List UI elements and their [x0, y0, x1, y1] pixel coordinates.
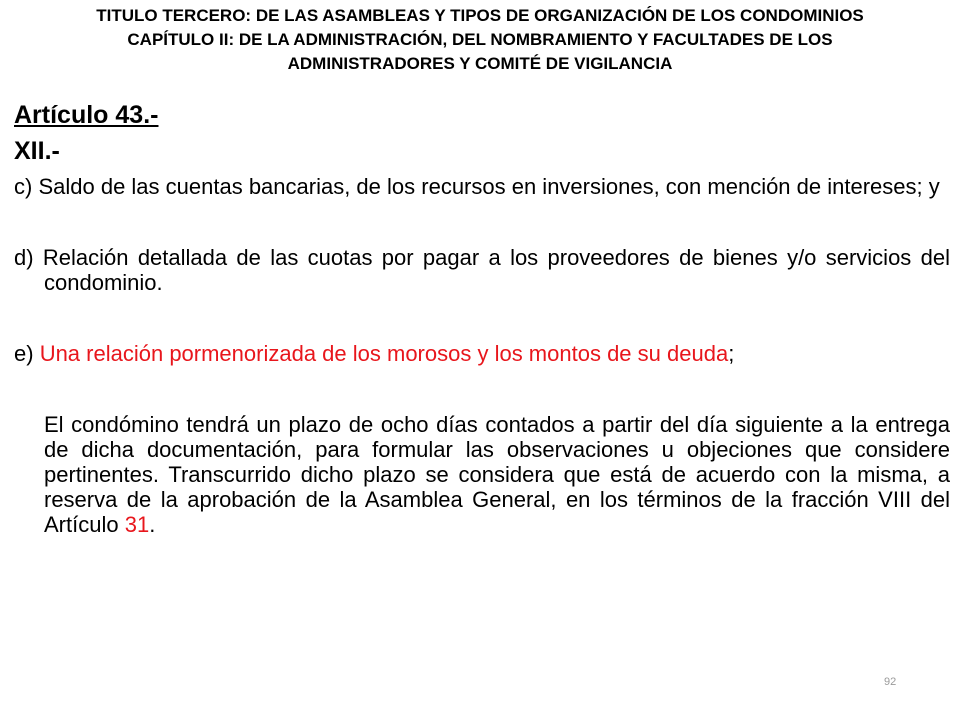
header-line-2: CAPÍTULO II: DE LA ADMINISTRACIÓN, DEL NOMBRAMIENTO Y FACULTADES DE LOS [127, 30, 833, 49]
item-c-text: Saldo de las cuentas bancarias, de los recursos en inversiones, con mención de intereses; y [38, 174, 940, 199]
page-number: 92 [884, 676, 897, 688]
item-d [14, 245, 950, 295]
item-d-marker: d) [14, 245, 34, 270]
paragraph-end: . [149, 512, 156, 537]
slide-content [14, 100, 950, 537]
closing-paragraph [14, 412, 950, 537]
item-c [14, 174, 950, 199]
item-e-marker: e) [14, 341, 34, 366]
paragraph-text: El condómino tendrá un plazo de ocho días contados a partir del día siguiente a la entrega de dicha documentación, para formular las observaciones u objeciones que considere pertinentes. Transcurrido dicho plazo se considera que está de acuerdo con la misma, a reserva de la aprobación de la Asamblea General, en los términos de la fracción VIII del Artículo [44, 412, 950, 537]
fraction-number: XII.- [14, 137, 60, 165]
header-line-3: ADMINISTRADORES Y COMITÉ DE VIGILANCIA [287, 54, 673, 73]
header-line-1: TITULO TERCERO: DE LAS ASAMBLEAS Y TIPOS DE ORGANIZACIÓN DE LOS CONDOMINIOS [96, 6, 864, 25]
item-e [14, 341, 950, 366]
article-reference: 31 [124, 512, 150, 537]
article-title: Artículo 43.- [14, 101, 159, 129]
item-c-marker: c) [14, 174, 33, 199]
item-e-suffix: ; [728, 341, 735, 366]
item-d-text: Relación detallada de las cuotas por pagar a los proveedores de bienes y/o servicios del condominio. [42, 245, 950, 295]
item-e-highlight: Una relación pormenorizada de los morosos y los montos de su deuda [39, 341, 729, 366]
chapter-header [0, 4, 960, 76]
